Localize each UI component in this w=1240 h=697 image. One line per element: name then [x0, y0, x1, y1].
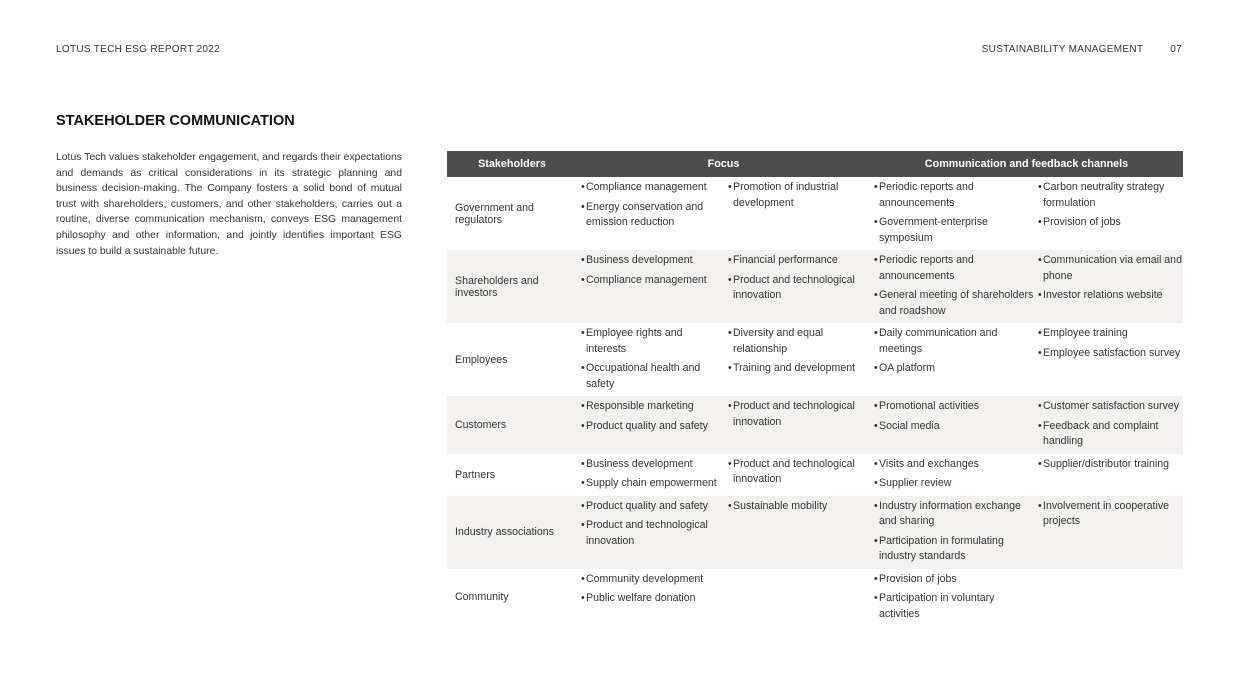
focus-cell [577, 177, 724, 250]
focus-cell [577, 496, 724, 569]
list-item-text: Financial performance [733, 254, 838, 266]
list-item-text: Diversity and equal relationship [733, 327, 824, 355]
list-item [581, 457, 724, 473]
stakeholder-cell [447, 250, 577, 323]
bullet-icon: • [874, 477, 878, 489]
channel-cell [1034, 396, 1183, 454]
list-item [1038, 419, 1183, 450]
list-item-text: Promotion of industrial development [733, 181, 839, 209]
list-item [874, 591, 1034, 622]
list-item-text: Employee rights and interests [586, 327, 683, 355]
bullet-icon: • [581, 362, 585, 374]
focus-cell [577, 396, 724, 454]
bullet-icon: • [1038, 216, 1042, 228]
list-item [874, 253, 1034, 284]
list-item [1038, 457, 1183, 473]
list-item-text: Periodic reports and announcements [879, 254, 974, 282]
list-item-text: Product quality and safety [586, 499, 708, 512]
list-item [874, 419, 1034, 435]
bullet-icon: • [1038, 499, 1042, 512]
focus-cell [724, 496, 870, 569]
list-item [728, 399, 870, 430]
bullet-icon: • [581, 419, 585, 432]
list-item-text: Supplier review [879, 477, 952, 489]
list-item [874, 499, 1034, 530]
list-item-text: Provision of jobs [879, 572, 957, 585]
list-item [874, 457, 1034, 473]
bullet-icon: • [874, 592, 878, 604]
table-row [447, 177, 1183, 250]
list-item [581, 476, 724, 492]
bullet-icon: • [581, 519, 585, 531]
list-item-text: Compliance management [586, 273, 707, 286]
focus-cell [724, 323, 870, 396]
channel-cell [870, 323, 1034, 396]
bullet-icon: • [581, 327, 585, 339]
bullet-icon: • [874, 362, 878, 374]
list-item-text: Customer satisfaction survey [1043, 400, 1180, 412]
bullet-icon: • [728, 254, 732, 266]
bullet-icon: • [728, 400, 732, 412]
list-item [581, 253, 724, 269]
list-item [874, 361, 1034, 377]
focus-cell [577, 454, 724, 496]
bullet-icon: • [581, 181, 585, 193]
list-item-text: Visits and exchanges [879, 457, 979, 470]
stakeholder-cell [447, 496, 577, 569]
list-item-text: Product and technological innovation [733, 400, 855, 428]
list-item [581, 419, 724, 435]
channel-cell [1034, 323, 1183, 396]
header-stakeholders: Stakeholders [478, 158, 546, 170]
channel-cell [870, 396, 1034, 454]
table-row [447, 323, 1183, 396]
stakeholder-cell [447, 569, 577, 627]
list-item-text: Industry information exchange and sharing [879, 499, 1021, 527]
list-item-text: Product and technological innovation [586, 519, 708, 547]
list-item [581, 518, 724, 549]
page-number: 07 [1170, 44, 1182, 55]
bullet-icon: • [728, 273, 732, 286]
list-item [581, 591, 724, 607]
table-row [447, 250, 1183, 323]
list-item [581, 326, 724, 357]
list-item-text: Involvement in cooperative projects [1043, 499, 1170, 527]
channel-cell [1034, 569, 1183, 627]
list-item-text: Occupational health and safety [586, 362, 701, 390]
list-item-text: Employee satisfaction survey [1043, 346, 1181, 359]
channel-cell [870, 177, 1034, 250]
bullet-icon: • [581, 400, 585, 412]
list-item-text: Responsible marketing [586, 400, 694, 412]
list-item [728, 180, 870, 211]
bullet-icon: • [874, 499, 878, 512]
bullet-icon: • [1038, 457, 1042, 470]
stakeholder-label: Government and regulators [455, 201, 534, 226]
bullet-icon: • [581, 592, 585, 604]
list-item-text: Compliance management [586, 181, 707, 193]
focus-cell [724, 569, 870, 627]
list-item [874, 572, 1034, 588]
list-item [728, 457, 870, 488]
bullet-icon: • [874, 289, 878, 301]
list-item [1038, 180, 1183, 211]
list-item [728, 499, 870, 515]
list-item [581, 499, 724, 515]
list-item-text: Participation in formulating industry standards [879, 534, 1004, 562]
list-item-text: OA platform [879, 362, 935, 374]
list-item-text: Product quality and safety [586, 419, 708, 432]
list-item [874, 326, 1034, 357]
bullet-icon: • [1038, 400, 1042, 412]
table-body [447, 177, 1183, 626]
list-item [581, 399, 724, 415]
list-item-text: Business development [586, 457, 693, 470]
bullet-icon: • [874, 216, 878, 228]
table-row [447, 454, 1183, 496]
list-item [581, 273, 724, 289]
focus-cell [724, 250, 870, 323]
list-item [874, 180, 1034, 211]
list-item [581, 200, 724, 231]
focus-cell [577, 250, 724, 323]
bullet-icon: • [874, 534, 878, 547]
list-item-text: Product and technological innovation [733, 273, 855, 301]
bullet-icon: • [581, 499, 585, 512]
bullet-icon: • [874, 419, 878, 432]
bullet-icon: • [874, 327, 878, 339]
list-item-text: Feedback and complaint handling [1043, 419, 1159, 447]
list-item-text: Carbon neutrality strategy formulation [1043, 181, 1165, 209]
list-item-text: Energy conservation and emission reduction [586, 200, 704, 228]
list-item-text: Product and technological innovation [733, 457, 855, 485]
list-item-text: Investor relations website [1043, 289, 1163, 301]
bullet-icon: • [874, 254, 878, 266]
list-item-text: Sustainable mobility [733, 499, 828, 512]
list-item-text: Participation in voluntary activities [879, 592, 995, 620]
stakeholder-label: Industry associations [455, 526, 554, 538]
channel-cell [1034, 177, 1183, 250]
bullet-icon: • [1038, 346, 1042, 359]
list-item [1038, 253, 1183, 284]
bullet-icon: • [874, 400, 878, 412]
list-item [874, 399, 1034, 415]
list-item-text: Provision of jobs [1043, 216, 1121, 228]
list-item-text: Training and development [733, 362, 856, 374]
bullet-icon: • [1038, 254, 1042, 266]
list-item [1038, 288, 1183, 304]
header-channels: Communication and feedback channels [924, 158, 1129, 170]
bullet-icon: • [874, 572, 878, 585]
intro-paragraph: Lotus Tech values stakeholder engagement, and regards their expectations and demands as critical considerations in its strategic planning and business decision-making. The Company fosters a solid bond of mutual trust with shareholders, customers, and other stakeholders, carries out a routine, diverse communication mechanism, conveys ESG management philosophy and other information, and jointly identifies important ESG issues to build a sustainable future. [56, 152, 402, 257]
list-item [1038, 326, 1183, 342]
table-row [447, 496, 1183, 569]
list-item [581, 572, 724, 588]
bullet-icon: • [874, 457, 878, 470]
bullet-icon: • [728, 457, 732, 470]
bullet-icon: • [1038, 289, 1042, 301]
bullet-icon: • [581, 254, 585, 266]
channel-cell [870, 454, 1034, 496]
page-title: STAKEHOLDER COMMUNICATION [56, 113, 295, 129]
channel-cell [870, 496, 1034, 569]
list-item-text: Government-enterprise symposium [879, 216, 988, 244]
focus-cell [577, 569, 724, 627]
list-item [1038, 346, 1183, 362]
bullet-icon: • [728, 499, 732, 512]
header-focus: Focus [707, 158, 740, 170]
page-header-right [982, 44, 1182, 55]
list-item [1038, 399, 1183, 415]
stakeholder-label: Community [455, 591, 509, 604]
bullet-icon: • [1038, 181, 1042, 193]
stakeholder-label: Customers [455, 418, 507, 431]
table-row [447, 569, 1183, 627]
list-item-text: General meeting of shareholders and roadshow [879, 289, 1034, 317]
bullet-icon: • [581, 457, 585, 470]
stakeholder-cell [447, 396, 577, 454]
bullet-icon: • [728, 327, 732, 339]
bullet-icon: • [581, 572, 585, 585]
list-item [728, 326, 870, 357]
list-item-text: Daily communication and meetings [879, 327, 998, 355]
focus-cell [724, 454, 870, 496]
bullet-icon: • [581, 273, 585, 286]
bullet-icon: • [1038, 327, 1042, 339]
focus-cell [577, 323, 724, 396]
list-item-text: Public welfare donation [586, 592, 696, 604]
bullet-icon: • [728, 181, 732, 193]
list-item-text: Promotional activities [879, 400, 980, 412]
channel-cell [1034, 454, 1183, 496]
channel-cell [870, 569, 1034, 627]
focus-cell [724, 177, 870, 250]
list-item [874, 288, 1034, 319]
list-item [874, 534, 1034, 565]
bullet-icon: • [581, 200, 585, 213]
list-item-text: Supply chain empowerment [586, 477, 717, 489]
list-item [1038, 499, 1183, 530]
focus-cell [724, 396, 870, 454]
list-item [728, 361, 870, 377]
bullet-icon: • [1038, 419, 1042, 432]
list-item [728, 273, 870, 304]
table-row [447, 396, 1183, 454]
stakeholder-cell [447, 323, 577, 396]
list-item [874, 215, 1034, 246]
list-item [581, 361, 724, 392]
list-item [728, 253, 870, 269]
stakeholder-label: Shareholders and investors [455, 274, 539, 299]
stakeholder-cell [447, 177, 577, 250]
table-header [447, 151, 1183, 177]
bullet-icon: • [581, 477, 585, 489]
stakeholder-label: Employees [455, 353, 508, 366]
list-item-text: Communication via email and phone [1043, 254, 1182, 282]
list-item-text: Business development [586, 254, 693, 266]
list-item [581, 180, 724, 196]
section-name: SUSTAINABILITY MANAGEMENT [981, 44, 1144, 55]
bullet-icon: • [874, 181, 878, 193]
list-item-text: Employee training [1043, 327, 1128, 339]
report-title: LOTUS TECH ESG REPORT 2022 [56, 44, 220, 55]
list-item [1038, 215, 1183, 231]
stakeholder-table [447, 151, 1183, 626]
stakeholder-label: Partners [455, 468, 496, 481]
list-item-text: Community development [586, 572, 704, 585]
list-item-text: Supplier/distributor training [1043, 457, 1170, 470]
channel-cell [1034, 250, 1183, 323]
list-item-text: Periodic reports and announcements [879, 181, 974, 209]
channel-cell [870, 250, 1034, 323]
stakeholder-cell [447, 454, 577, 496]
bullet-icon: • [728, 362, 732, 374]
list-item-text: Social media [879, 419, 940, 432]
list-item [874, 476, 1034, 492]
channel-cell [1034, 496, 1183, 569]
